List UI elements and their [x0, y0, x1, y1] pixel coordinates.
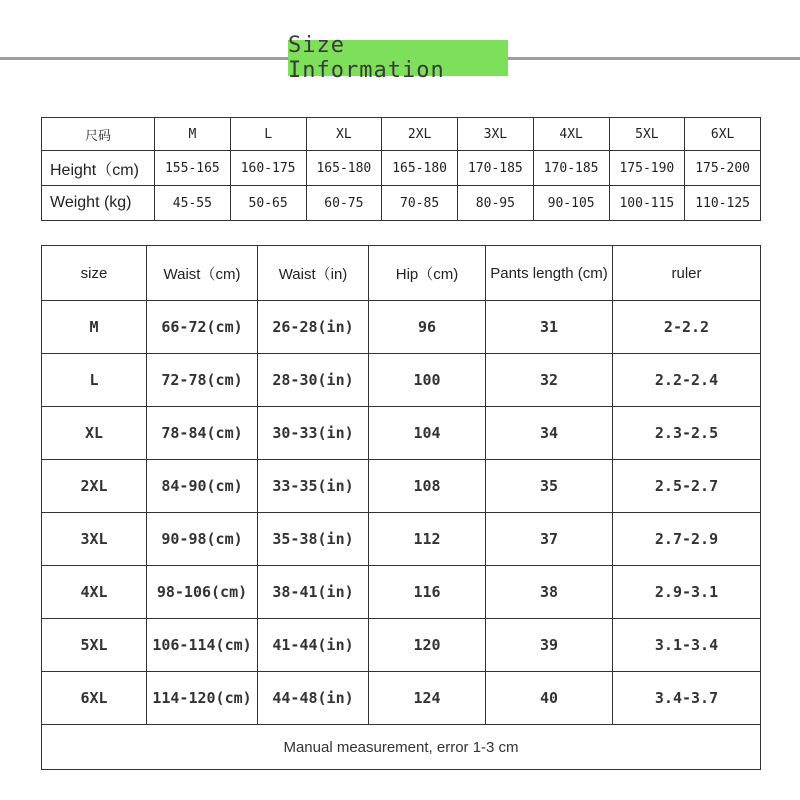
measurement-table: [41, 245, 761, 770]
title-line-right: [508, 57, 800, 60]
cell-size: 6XL: [42, 672, 147, 725]
note-row: [42, 725, 761, 770]
cell-pants-length: 40: [486, 672, 613, 725]
size-chart-size: 6XL: [685, 118, 761, 151]
size-chart-cell: 170-185: [533, 151, 609, 186]
size-chart-cell: 60-75: [306, 186, 382, 221]
table-row: [42, 460, 761, 513]
size-chart-cell: 90-105: [533, 186, 609, 221]
cell-waist-in: 33-35(in): [258, 460, 369, 513]
cell-ruler: 2.7-2.9: [613, 513, 761, 566]
size-chart-cell: 165-180: [382, 151, 458, 186]
cell-waist-in: 30-33(in): [258, 407, 369, 460]
size-chart-cell: 175-190: [609, 151, 685, 186]
cell-ruler: 2.5-2.7: [613, 460, 761, 513]
table-row: [42, 513, 761, 566]
column-header-waist-cm: Waist（cm): [147, 246, 258, 301]
column-header-hip: Hip（cm): [369, 246, 486, 301]
table-row: [42, 619, 761, 672]
table-row: [42, 354, 761, 407]
size-chart-cell: 165-180: [306, 151, 382, 186]
size-chart-size: 5XL: [609, 118, 685, 151]
table-row: [42, 672, 761, 725]
page-title: Size Information: [288, 40, 508, 76]
size-chart-size: 2XL: [382, 118, 458, 151]
size-chart-row-weight: [42, 186, 761, 221]
size-chart-row-height: [42, 151, 761, 186]
cell-waist-in: 38-41(in): [258, 566, 369, 619]
cell-pants-length: 32: [486, 354, 613, 407]
cell-hip: 124: [369, 672, 486, 725]
size-chart-table: [41, 117, 761, 221]
cell-size: M: [42, 301, 147, 354]
column-header-waist-in: Waist（in): [258, 246, 369, 301]
cell-waist-cm: 84-90(cm): [147, 460, 258, 513]
size-chart-size: 3XL: [458, 118, 534, 151]
cell-waist-in: 26-28(in): [258, 301, 369, 354]
size-chart-cell: 100-115: [609, 186, 685, 221]
column-header-ruler: ruler: [613, 246, 761, 301]
cell-ruler: 2-2.2: [613, 301, 761, 354]
size-chart-row-label: Weight (kg): [42, 186, 155, 221]
size-chart-cell: 50-65: [230, 186, 306, 221]
cell-waist-cm: 98-106(cm): [147, 566, 258, 619]
cell-waist-cm: 78-84(cm): [147, 407, 258, 460]
size-chart-cell: 175-200: [685, 151, 761, 186]
cell-ruler: 3.4-3.7: [613, 672, 761, 725]
cell-hip: 112: [369, 513, 486, 566]
cell-size: 2XL: [42, 460, 147, 513]
size-chart-row-label: Height（cm): [42, 151, 155, 186]
cell-waist-in: 41-44(in): [258, 619, 369, 672]
cell-size: 4XL: [42, 566, 147, 619]
cell-size: 5XL: [42, 619, 147, 672]
cell-ruler: 2.3-2.5: [613, 407, 761, 460]
cell-ruler: 2.2-2.4: [613, 354, 761, 407]
cell-pants-length: 31: [486, 301, 613, 354]
cell-waist-cm: 66-72(cm): [147, 301, 258, 354]
measurement-header-row: [42, 246, 761, 301]
cell-hip: 100: [369, 354, 486, 407]
cell-hip: 96: [369, 301, 486, 354]
cell-ruler: 3.1-3.4: [613, 619, 761, 672]
table-row: [42, 301, 761, 354]
size-chart-size: M: [155, 118, 231, 151]
cell-hip: 120: [369, 619, 486, 672]
cell-waist-in: 35-38(in): [258, 513, 369, 566]
cell-waist-in: 44-48(in): [258, 672, 369, 725]
measurement-note: Manual measurement, error 1-3 cm: [42, 725, 761, 770]
size-chart-cell: 45-55: [155, 186, 231, 221]
size-chart-cell: 160-175: [230, 151, 306, 186]
size-chart-header-row: [42, 118, 761, 151]
cell-hip: 104: [369, 407, 486, 460]
cell-hip: 108: [369, 460, 486, 513]
size-chart-cell: 80-95: [458, 186, 534, 221]
size-chart-size: XL: [306, 118, 382, 151]
cell-size: L: [42, 354, 147, 407]
cell-waist-cm: 114-120(cm): [147, 672, 258, 725]
cell-pants-length: 34: [486, 407, 613, 460]
cell-size: 3XL: [42, 513, 147, 566]
cell-waist-cm: 106-114(cm): [147, 619, 258, 672]
cell-pants-length: 35: [486, 460, 613, 513]
size-chart-header-label: 尺码: [42, 118, 155, 151]
size-chart-cell: 110-125: [685, 186, 761, 221]
size-chart-size: 4XL: [533, 118, 609, 151]
size-chart-cell: 170-185: [458, 151, 534, 186]
cell-pants-length: 38: [486, 566, 613, 619]
column-header-pants-length: Pants length (cm): [486, 246, 613, 301]
size-chart-size: L: [230, 118, 306, 151]
cell-ruler: 2.9-3.1: [613, 566, 761, 619]
table-row: [42, 566, 761, 619]
table-row: [42, 407, 761, 460]
size-chart-cell: 155-165: [155, 151, 231, 186]
cell-waist-in: 28-30(in): [258, 354, 369, 407]
cell-pants-length: 37: [486, 513, 613, 566]
size-chart-cell: 70-85: [382, 186, 458, 221]
cell-hip: 116: [369, 566, 486, 619]
cell-waist-cm: 90-98(cm): [147, 513, 258, 566]
cell-size: XL: [42, 407, 147, 460]
cell-pants-length: 39: [486, 619, 613, 672]
title-line-left: [0, 57, 288, 60]
column-header-size: size: [42, 246, 147, 301]
cell-waist-cm: 72-78(cm): [147, 354, 258, 407]
